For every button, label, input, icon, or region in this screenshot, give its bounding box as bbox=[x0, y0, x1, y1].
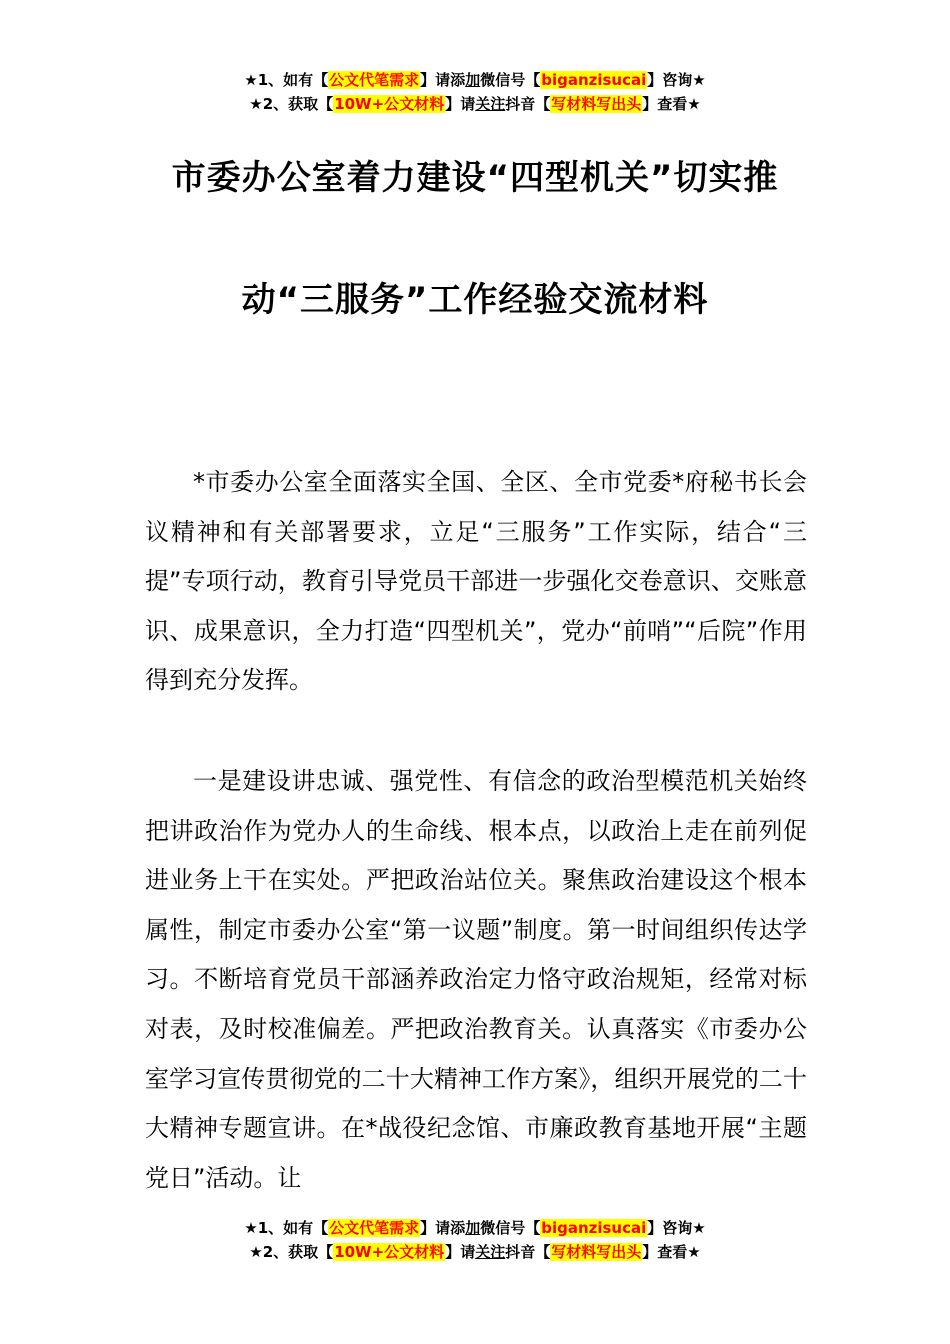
banner-highlight-douyin-id: 写材料写出头 bbox=[551, 1243, 642, 1261]
banner-highlight-douyin-id: 写材料写出头 bbox=[551, 95, 642, 113]
banner-highlight: 10W+公文材料 bbox=[334, 95, 445, 113]
banner-highlight: 10W+公文材料 bbox=[334, 1243, 445, 1261]
banner-text: 抖音【 bbox=[505, 95, 551, 113]
header-banner-line-1 bbox=[0, 68, 950, 92]
paragraph-text: 一是建设讲忠诚、强党性、有信念的政治型模范机关始终把讲政治作为党办人的生命线、根本点，以政治上走在前列促进业务上干在实处。严把政治站位关。聚焦政治建设这个根本属性，制定市委办公室“第一议题”制度。第一时间组织传达学习。不断培育党员干部涵养政治定力恪守政治规矩，经常对标对表，及时校准偏差。严把政治教育关。认真落实《市委办公室学习宣传贯彻党的二十大精神工作方案》，组织开展党的二十大精神专题宣讲。在*战役纪念馆、市廉政教育基地开展“主题党日”活动。让 bbox=[145, 767, 807, 1192]
banner-text: 】请添 bbox=[420, 1219, 466, 1237]
banner-underline-text: 加 bbox=[465, 71, 481, 89]
banner-text: 微信号【 bbox=[480, 1219, 541, 1237]
banner-text: 微信号【 bbox=[480, 71, 541, 89]
footer-banner-line-2 bbox=[0, 1240, 950, 1264]
banner-text: 】咨询★ bbox=[647, 71, 706, 89]
footer-banner bbox=[0, 1216, 950, 1264]
banner-text: ★1、如有【 bbox=[244, 71, 329, 89]
document-title-line-2: 动“三服务”工作经验交流材料 bbox=[241, 280, 709, 320]
banner-underline-text: 关注 bbox=[475, 1243, 506, 1261]
paragraph-text: *市委办公室全面落实全国、全区、全市党委*府秘书长会议精神和有关部署要求，立足“三服务”工作实际，结合“三提”专项行动，教育引导党员干部进一步强化交卷意识、交账意识、成果意识，全力打造“四型机关”，党办“前哨”“后院”作用得到充分发挥。 bbox=[145, 468, 807, 695]
banner-underline-text: 加 bbox=[465, 1219, 481, 1237]
document-title-line-1: 市委办公室着力建设“四型机关”切实推 bbox=[171, 158, 779, 198]
banner-text: ★1、如有【 bbox=[244, 1219, 329, 1237]
banner-text: 】请 bbox=[445, 95, 476, 113]
banner-text: ★2、获取【 bbox=[249, 1243, 334, 1261]
header-banner-line-2 bbox=[0, 92, 950, 116]
banner-highlight-wechat-id: biganzisucai bbox=[541, 71, 647, 89]
banner-text: 抖音【 bbox=[505, 1243, 551, 1261]
body-paragraph-political bbox=[145, 757, 807, 1201]
banner-text: 】咨询★ bbox=[647, 1219, 706, 1237]
header-banner bbox=[0, 68, 950, 116]
body-paragraph-intro bbox=[145, 458, 807, 706]
banner-highlight: 公文代笔需求 bbox=[329, 1219, 420, 1237]
banner-text: 】查看★ bbox=[642, 95, 701, 113]
banner-highlight-wechat-id: biganzisucai bbox=[541, 1219, 647, 1237]
banner-highlight: 公文代笔需求 bbox=[329, 71, 420, 89]
banner-text: 】请 bbox=[445, 1243, 476, 1261]
banner-underline-text: 关注 bbox=[475, 95, 506, 113]
footer-banner-line-1 bbox=[0, 1216, 950, 1240]
banner-text: 】查看★ bbox=[642, 1243, 701, 1261]
banner-text: ★2、获取【 bbox=[249, 95, 334, 113]
banner-text: 】请添 bbox=[420, 71, 466, 89]
